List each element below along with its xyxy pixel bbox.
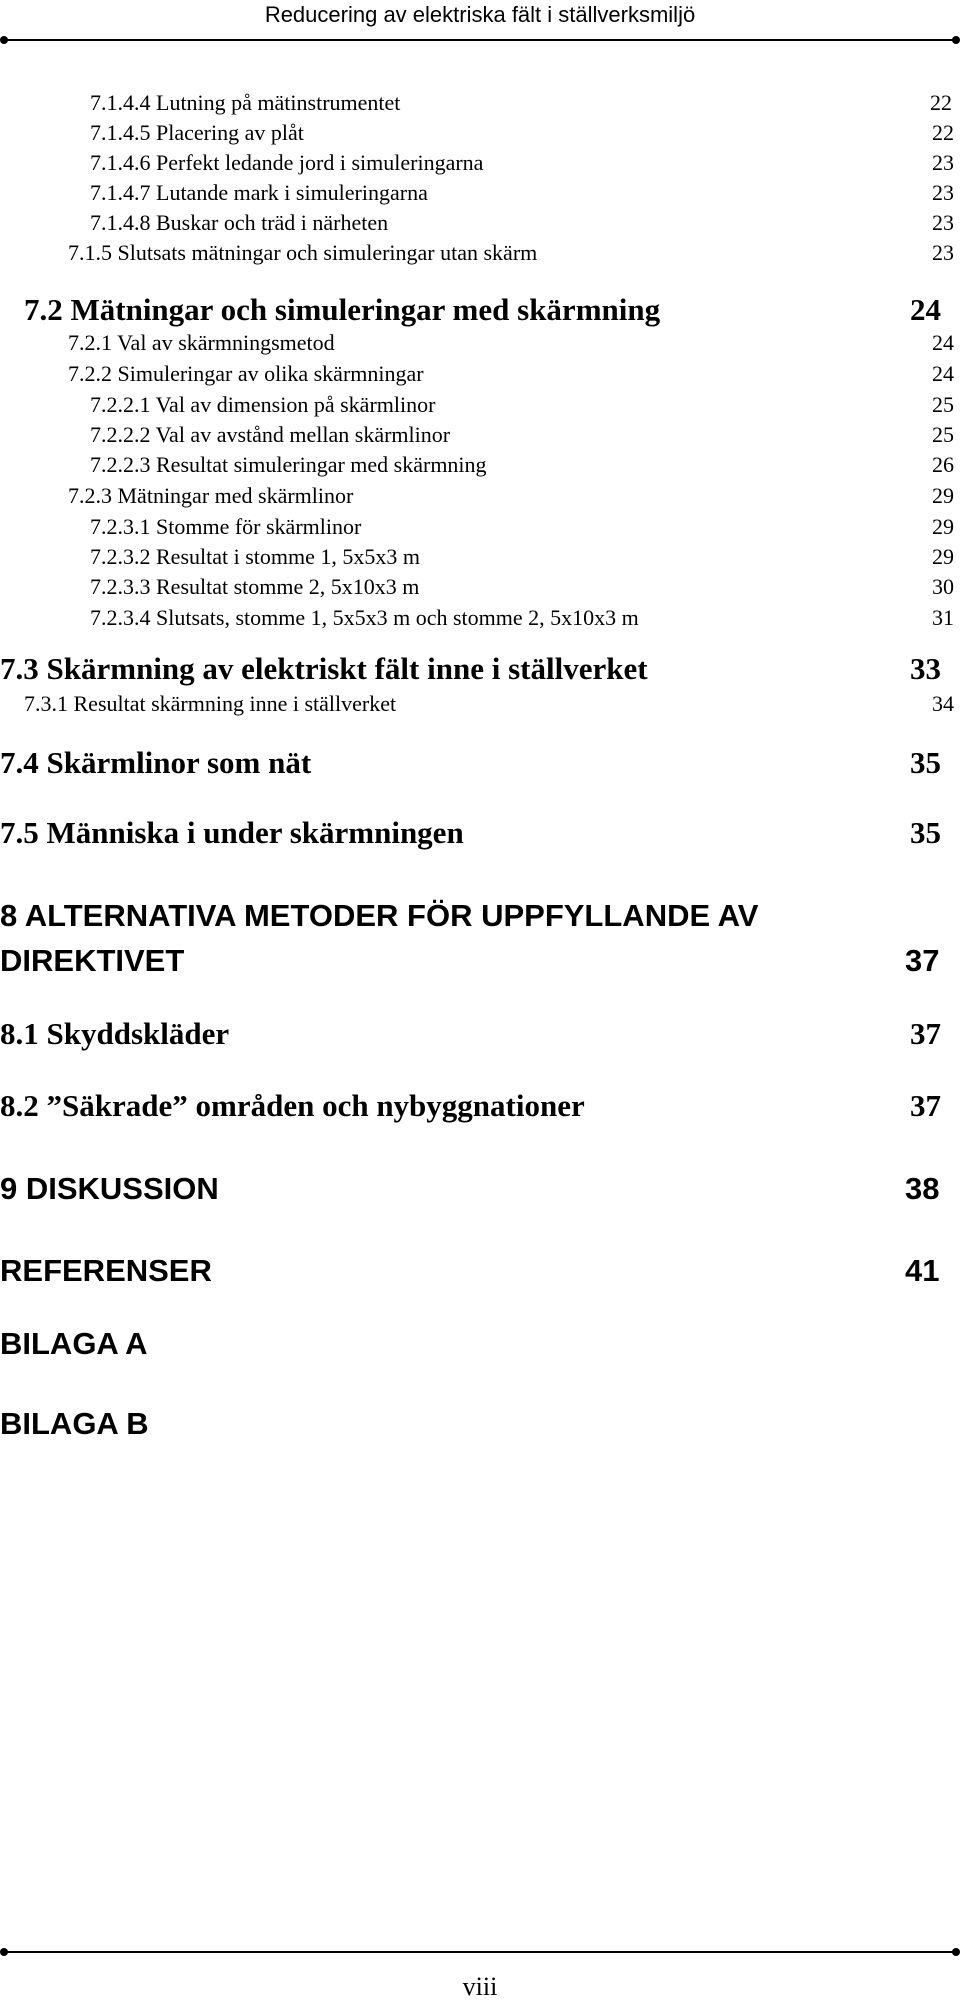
toc-entry-title: 7.1.5 Slutsats mätningar och simuleringar utan skärm: [68, 240, 538, 265]
toc-entry-title: 7.2 Mätningar och simuleringar med skärmning: [24, 292, 661, 327]
toc-entry: [0, 1325, 960, 1361]
toc-entry-page: 34: [932, 691, 954, 716]
toc-entry-page: 23: [932, 210, 954, 235]
toc-entry-title: 7.5 Människa i under skärmningen: [0, 815, 464, 850]
toc-entry-page: 23: [932, 180, 954, 205]
toc-entry-page: 25: [932, 422, 954, 447]
footer-rule: [4, 1951, 956, 1953]
toc-entry-page: 24: [932, 361, 954, 386]
toc-entry-page: 22: [932, 120, 954, 145]
toc-entry: [0, 1405, 960, 1441]
toc-entry-title: 8.2 ”Säkrade” områden och nybyggnationer: [0, 1088, 585, 1123]
toc-entry-title: 7.1.4.5 Placering av plåt: [90, 120, 304, 145]
toc-entry-page: 37: [905, 943, 940, 978]
toc-entry: [0, 1088, 960, 1124]
toc-entry-title: 7.1.4.4 Lutning på mätinstrumentet: [90, 90, 401, 115]
toc-entry-page: 26: [932, 452, 954, 477]
toc-entry-title: 7.2.2.1 Val av dimension på skärmlinor: [90, 392, 436, 417]
toc-entry-title: 7.1.4.7 Lutande mark i simuleringarna: [90, 180, 428, 205]
toc-entry-page: 22: [930, 90, 952, 115]
toc-entry: [0, 605, 960, 641]
toc-entry-title: DIREKTIVET: [0, 943, 185, 978]
toc-entry-page: 41: [905, 1253, 940, 1288]
toc-entry-page: 29: [932, 483, 954, 508]
running-header: Reducering av elektriska fält i ställverksmiljö: [264, 2, 696, 27]
toc-entry-title: 7.2.1 Val av skärmningsmetod: [68, 330, 335, 355]
toc-entry-page: 38: [905, 1171, 940, 1206]
header-rule: [4, 39, 956, 41]
toc-entry-page: 24: [932, 330, 954, 355]
toc-entry-title: 7.3 Skärmning av elektriskt fält inne i ställverket: [0, 651, 648, 686]
toc-entry-page: 37: [910, 1088, 941, 1123]
toc-entry-title: 7.2.3.1 Stomme för skärmlinor: [90, 514, 362, 539]
toc-entry-title: 8 ALTERNATIVA METODER FÖR UPPFYLLANDE AV: [0, 898, 759, 933]
toc-entry-page: 23: [932, 150, 954, 175]
toc-entry-title: 7.2.2 Simuleringar av olika skärmningar: [68, 361, 424, 386]
toc-entry: [0, 651, 960, 687]
page-number: viii: [462, 1972, 498, 2001]
toc-entry-page: 37: [910, 1016, 941, 1051]
header-rule-left-dot: [0, 36, 8, 44]
toc-entry-title: 8.1 Skyddskläder: [0, 1016, 230, 1051]
toc-entry-title: 7.4 Skärmlinor som nät: [0, 745, 312, 780]
toc-entry: [0, 1016, 960, 1052]
toc-entry: [0, 745, 960, 781]
toc-entry-title: 7.2.3.2 Resultat i stomme 1, 5x5x3 m: [90, 544, 420, 569]
toc-entry: [0, 691, 960, 727]
footer-rule-right-dot: [952, 1948, 960, 1956]
toc-entry-page: 33: [910, 651, 941, 686]
toc-entry-page: 29: [932, 514, 954, 539]
toc-entry: [0, 897, 960, 933]
toc-entry-title: 7.1.4.8 Buskar och träd i närheten: [90, 210, 389, 235]
toc-entry: [0, 292, 960, 328]
toc-entry-page: 30: [932, 574, 954, 599]
toc-entry-page: 24: [910, 292, 941, 327]
toc-entry: [0, 1252, 960, 1288]
toc-entry-title: 7.2.3.3 Resultat stomme 2, 5x10x3 m: [90, 574, 420, 599]
toc-entry-page: 35: [910, 815, 941, 850]
toc-entry-title: 7.2.2.3 Resultat simuleringar med skärmning: [90, 452, 487, 477]
toc-entry-title: 9 DISKUSSION: [0, 1171, 219, 1206]
toc-entry-page: 25: [932, 392, 954, 417]
toc-entry-title: 7.2.3 Mätningar med skärmlinor: [68, 483, 354, 508]
toc-entry-title: BILAGA B: [0, 1406, 149, 1441]
toc-entry-title: 7.1.4.6 Perfekt ledande jord i simuleringarna: [90, 150, 484, 175]
toc-entry-title: REFERENSER: [0, 1253, 212, 1288]
toc-entry-page: 29: [932, 544, 954, 569]
toc-entry: [0, 240, 960, 276]
toc-entry-title: 7.2.2.2 Val av avstånd mellan skärmlinor: [90, 422, 451, 447]
footer-rule-left-dot: [0, 1948, 8, 1956]
toc-entry-title: 7.3.1 Resultat skärmning inne i ställverket: [24, 691, 397, 716]
toc-entry: [0, 815, 960, 851]
toc-entry-title: 7.2.3.4 Slutsats, stomme 1, 5x5x3 m och stomme 2, 5x10x3 m: [90, 605, 639, 630]
toc-entry: [0, 942, 960, 978]
toc-entry: [0, 1170, 960, 1206]
header-rule-right-dot: [952, 36, 960, 44]
toc-entry-page: 31: [932, 605, 954, 630]
toc-entry-page: 35: [910, 745, 941, 780]
toc-entry-page: 23: [932, 240, 954, 265]
toc-entry-title: BILAGA A: [0, 1326, 148, 1361]
